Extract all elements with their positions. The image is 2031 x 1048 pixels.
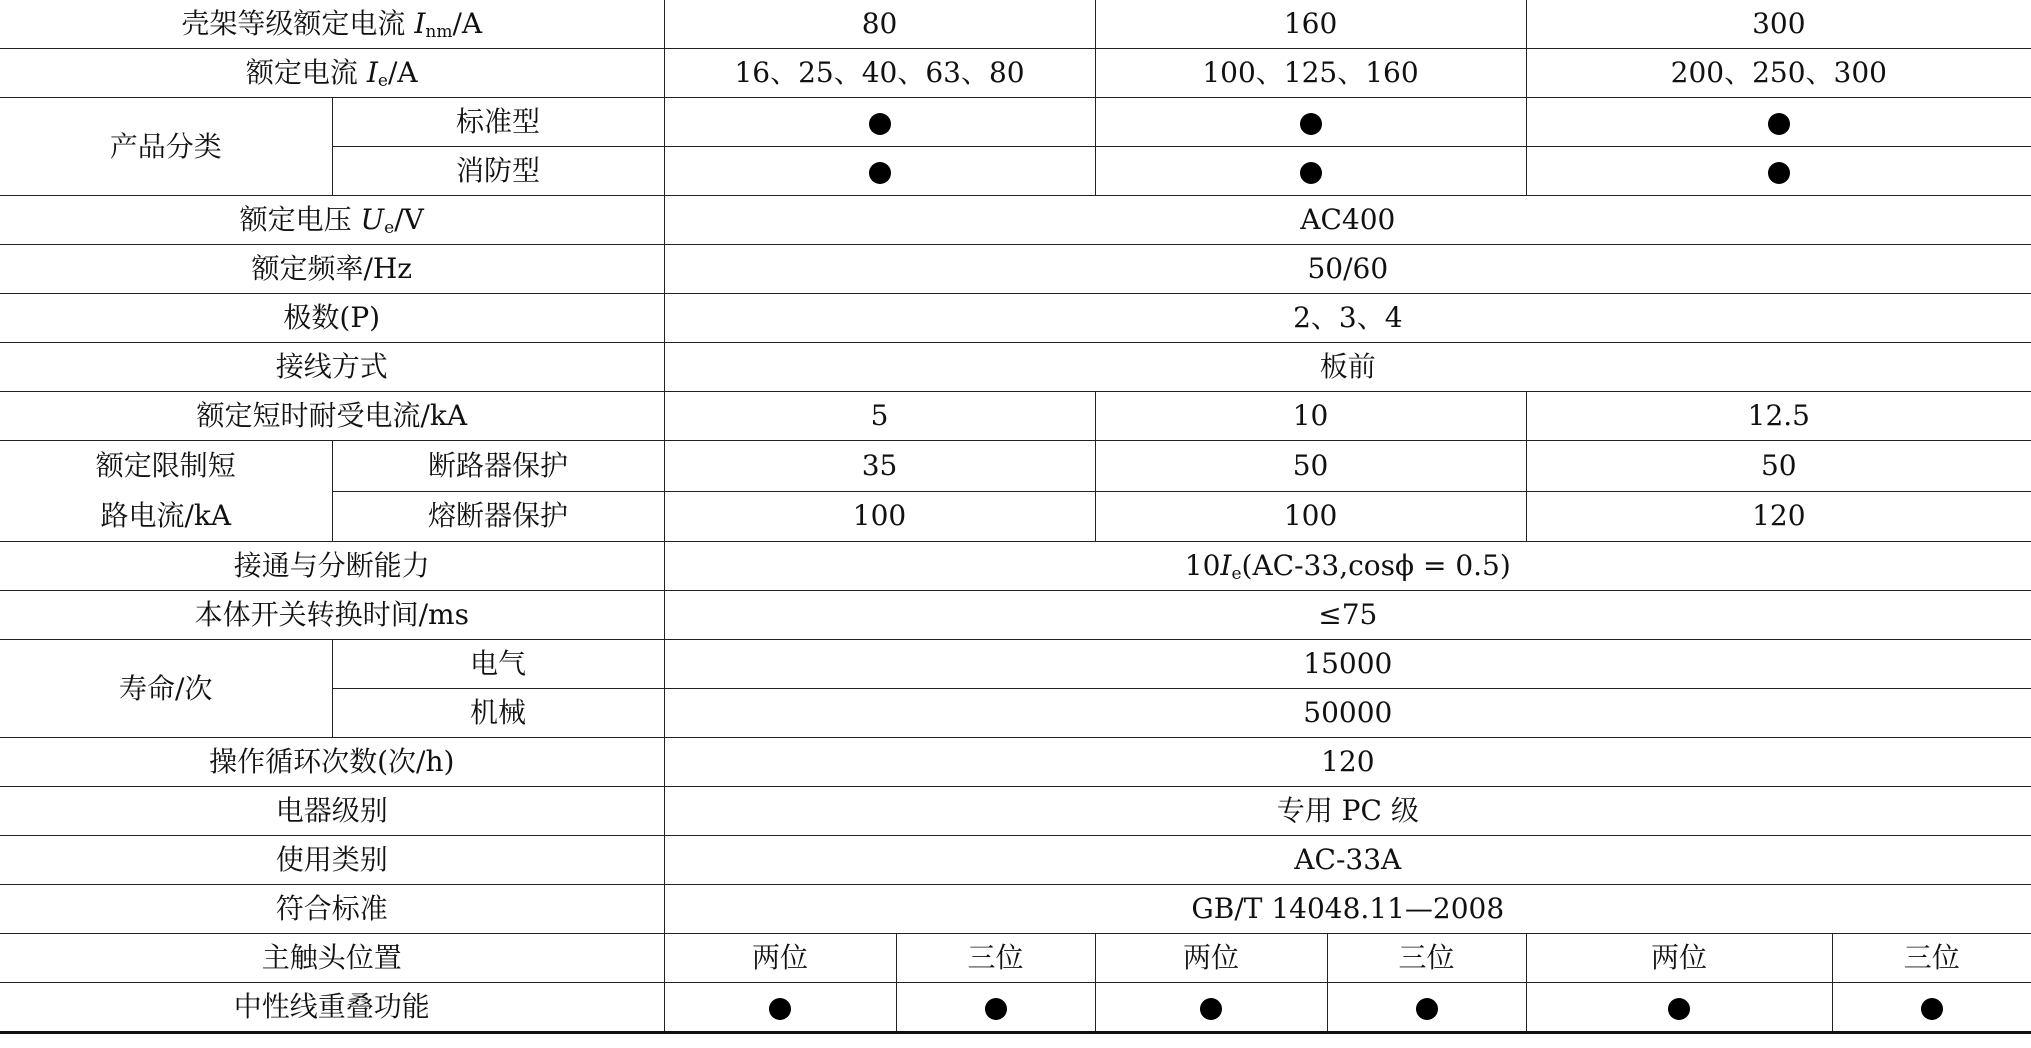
filled-dot-icon: [1668, 998, 1690, 1020]
row-appliance-class: [0, 787, 2031, 836]
main-contact-position-6: 三位: [1832, 934, 2031, 983]
product-standard-mark-1: [664, 98, 1095, 147]
product-fire-mark-1: [664, 147, 1095, 196]
neutral-overlap-mark-5: [1526, 983, 1832, 1033]
filled-dot-icon: [1300, 162, 1322, 184]
switch-time-value: ≤75: [664, 591, 2031, 640]
filled-dot-icon: [1768, 162, 1790, 184]
row-main-contact-position: [0, 934, 2031, 983]
breaker-protection-value-1: 35: [664, 441, 1095, 492]
neutral-overlap-label: 中性线重叠功能: [0, 983, 664, 1033]
filled-dot-icon: [1200, 998, 1222, 1020]
making-breaking-value: $10I_e(AC-33,\cos\phi = 0.5)$: [664, 542, 2031, 591]
rated-current-value-1: 16、25、40、63、80: [664, 49, 1095, 98]
filled-dot-icon: [869, 113, 891, 135]
product-standard-mark-2: [1095, 98, 1526, 147]
row-rated-current: [0, 49, 2031, 98]
product-fire-mark-3: [1526, 147, 2031, 196]
row-neutral-overlap: [0, 983, 2031, 1033]
standard-label: 符合标准: [0, 885, 664, 934]
filled-dot-icon: [1921, 998, 1943, 1020]
short-time-withstand-value-2: 10: [1095, 392, 1526, 441]
filled-dot-icon: [869, 162, 891, 184]
neutral-overlap-mark-6: [1832, 983, 2031, 1033]
row-poles: [0, 294, 2031, 343]
row-rated-frequency: [0, 245, 2031, 294]
main-contact-position-2: 三位: [896, 934, 1095, 983]
life-label: 寿命/次: [0, 640, 332, 738]
main-contact-position-label: 主触头位置: [0, 934, 664, 983]
row-wiring: [0, 343, 2031, 392]
neutral-overlap-mark-4: [1327, 983, 1526, 1033]
rated-frequency-value: 50/60: [664, 245, 2031, 294]
row-life-electrical: [0, 640, 2031, 689]
main-contact-position-1: 两位: [664, 934, 896, 983]
breaker-protection-label: 断路器保护: [332, 441, 664, 492]
poles-value: 2、3、4: [664, 294, 2031, 343]
short-time-withstand-label: 额定短时耐受电流/kA: [0, 392, 664, 441]
filled-dot-icon: [985, 998, 1007, 1020]
filled-dot-icon: [769, 998, 791, 1020]
life-mechanical-label: 机械: [332, 689, 664, 738]
main-contact-position-3: 两位: [1095, 934, 1327, 983]
row-short-time-withstand: [0, 392, 2031, 441]
row-operating-cycles: [0, 738, 2031, 787]
fuse-protection-value-3: 120: [1526, 491, 2031, 542]
breaker-protection-value-3: 50: [1526, 441, 2031, 492]
appliance-class-label: 电器级别: [0, 787, 664, 836]
switch-time-label: 本体开关转换时间/ms: [0, 591, 664, 640]
row-utilization-category: [0, 836, 2031, 885]
fuse-protection-value-1: 100: [664, 491, 1095, 542]
product-fire-mark-2: [1095, 147, 1526, 196]
product-standard-label: 标准型: [332, 98, 664, 147]
neutral-overlap-mark-3: [1095, 983, 1327, 1033]
utilization-category-label: 使用类别: [0, 836, 664, 885]
rated-voltage-value: AC400: [664, 196, 2031, 245]
rated-current-value-2: 100、125、160: [1095, 49, 1526, 98]
product-fire-label: 消防型: [332, 147, 664, 196]
wiring-value: 板前: [664, 343, 2031, 392]
row-switch-time: [0, 591, 2031, 640]
row-product-standard: [0, 98, 2031, 147]
filled-dot-icon: [1416, 998, 1438, 1020]
operating-cycles-value: 120: [664, 738, 2031, 787]
life-electrical-value: 15000: [664, 640, 2031, 689]
wiring-label: 接线方式: [0, 343, 664, 392]
neutral-overlap-mark-2: [896, 983, 1095, 1033]
short-time-withstand-value-3: 12.5: [1526, 392, 2031, 441]
row-frame-current: [0, 0, 2031, 49]
life-electrical-label: 电气: [332, 640, 664, 689]
operating-cycles-label: 操作循环次数(次/h): [0, 738, 664, 787]
appliance-class-value: 专用 PC 级: [664, 787, 2031, 836]
row-making-breaking: [0, 542, 2031, 591]
fuse-protection-label: 熔断器保护: [332, 491, 664, 542]
making-breaking-label: 接通与分断能力: [0, 542, 664, 591]
rated-frequency-label: 额定频率/Hz: [0, 245, 664, 294]
product-class-label: 产品分类: [0, 98, 332, 196]
frame-current-300: 300: [1526, 0, 2031, 49]
frame-current-label: 壳架等级额定电流 $I_{nm}/A$: [0, 0, 664, 49]
rated-current-value-3: 200、250、300: [1526, 49, 2031, 98]
limited-short-circuit-label: 额定限制短 路电流/kA: [0, 441, 332, 542]
standard-value: GB/T 14048.11—2008: [664, 885, 2031, 934]
frame-current-160: 160: [1095, 0, 1526, 49]
filled-dot-icon: [1768, 113, 1790, 135]
frame-current-80: 80: [664, 0, 1095, 49]
life-mechanical-value: 50000: [664, 689, 2031, 738]
poles-label: 极数(P): [0, 294, 664, 343]
breaker-protection-value-2: 50: [1095, 441, 1526, 492]
fuse-protection-value-2: 100: [1095, 491, 1526, 542]
product-standard-mark-3: [1526, 98, 2031, 147]
utilization-category-value: AC-33A: [664, 836, 2031, 885]
filled-dot-icon: [1300, 113, 1322, 135]
row-breaker-protection: [0, 441, 2031, 492]
neutral-overlap-mark-1: [664, 983, 896, 1033]
row-standard: [0, 885, 2031, 934]
row-rated-voltage: [0, 196, 2031, 245]
main-contact-position-4: 三位: [1327, 934, 1526, 983]
main-contact-position-5: 两位: [1526, 934, 1832, 983]
short-time-withstand-value-1: 5: [664, 392, 1095, 441]
rated-voltage-label: 额定电压 $U_e/V$: [0, 196, 664, 245]
rated-current-label: 额定电流 $I_e/A$: [0, 49, 664, 98]
